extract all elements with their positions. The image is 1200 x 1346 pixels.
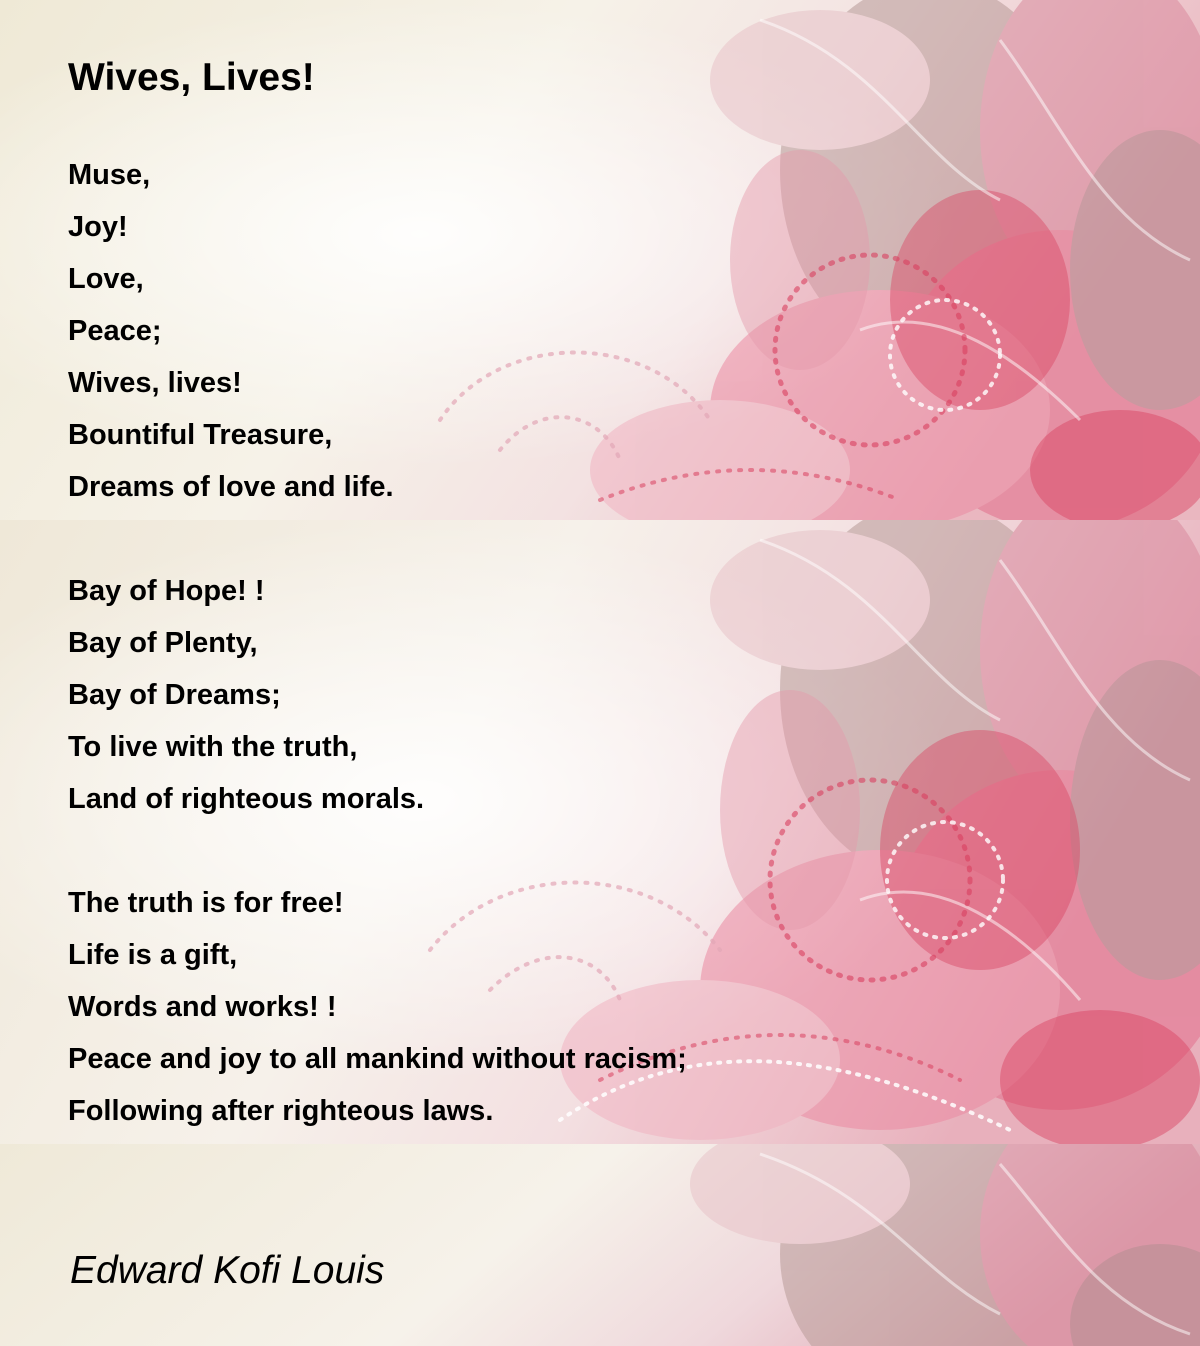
- poem-line: Dreams of love and life.: [68, 471, 394, 503]
- poem-title: Wives, Lives!: [68, 56, 315, 99]
- poem-line: Bay of Plenty,: [68, 627, 258, 659]
- poem-line: Muse,: [68, 159, 151, 191]
- poem-line: Wives, lives!: [68, 367, 242, 399]
- poem-line: Bountiful Treasure,: [68, 419, 333, 451]
- poem-author: Edward Kofi Louis: [70, 1249, 385, 1292]
- poem-line: Peace;: [68, 315, 162, 347]
- poem-line: Life is a gift,: [68, 939, 238, 971]
- background-band-bottom: [0, 1144, 1200, 1346]
- poem-line: Words and works! !: [68, 991, 337, 1023]
- poem-line: Peace and joy to all mankind without racism;: [68, 1043, 687, 1075]
- poem-line: To live with the truth,: [68, 731, 358, 763]
- poem-line: Land of righteous morals.: [68, 783, 425, 815]
- poem-line: Following after righteous laws.: [68, 1095, 494, 1127]
- poem-line: Bay of Dreams;: [68, 679, 281, 711]
- poem-line: Bay of Hope! !: [68, 575, 265, 607]
- poem-line: The truth is for free!: [68, 887, 344, 919]
- floral-background-art: [0, 1144, 1200, 1346]
- poem-line: Love,: [68, 263, 144, 295]
- poem-line: Joy!: [68, 211, 128, 243]
